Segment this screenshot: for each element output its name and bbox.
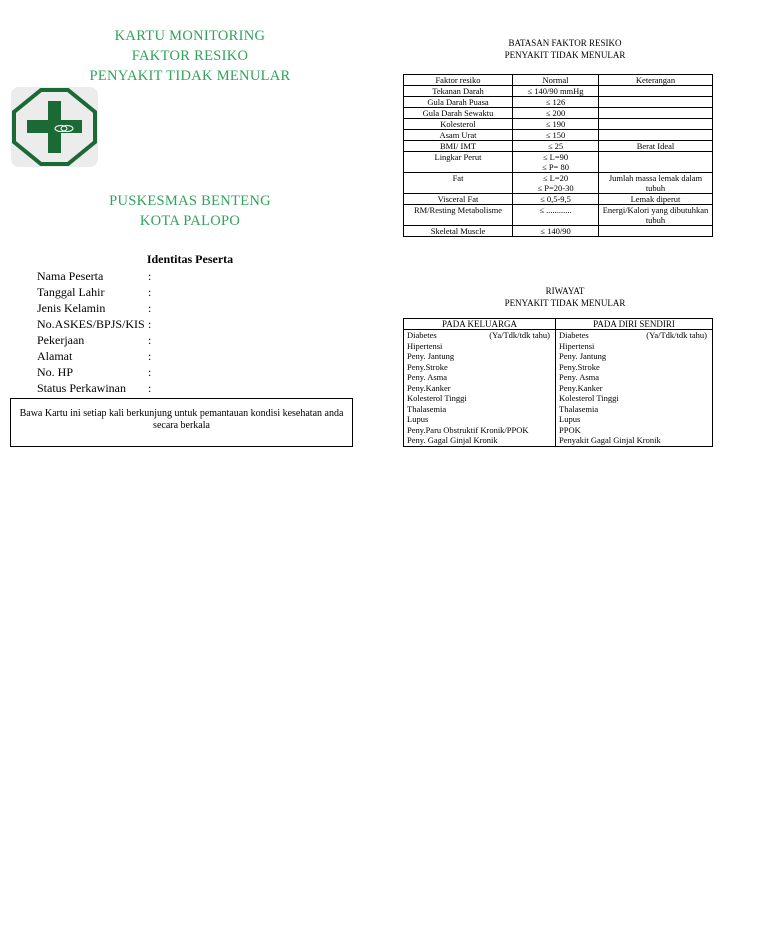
self-history-item-label: Diabetes (559, 330, 589, 340)
risk-cell-line: ≤ 190 (545, 119, 566, 129)
facility-line-1: PUSKESMAS BENTENG (109, 193, 271, 209)
history-title-line-1: RIWAYAT (545, 286, 585, 296)
field-row (37, 284, 152, 300)
risk-note-cell (599, 152, 713, 173)
risk-cell-line: Jumlah massa lemak dalam tubuh (608, 173, 703, 193)
facility-name (60, 191, 320, 231)
field-separator: : (148, 381, 152, 395)
risk-factor-cell (404, 173, 513, 194)
risk-cell-line: ≤ 126 (545, 97, 566, 107)
family-history-item (407, 351, 552, 362)
risk-cell-line: ≤ 25 (547, 141, 564, 151)
self-history-item (559, 330, 709, 341)
risk-title-line-1: BATASAN FAKTOR RESIKO (508, 38, 622, 48)
risk-normal-cell (513, 108, 599, 119)
risk-table (403, 74, 713, 237)
card-title-line-2: FAKTOR RESIKO (131, 48, 249, 64)
history-title (404, 285, 726, 309)
risk-table-title (404, 37, 726, 61)
family-history-item-label: Peny. Asma (407, 372, 448, 382)
history-table (403, 318, 713, 447)
risk-normal-cell (513, 141, 599, 152)
risk-row (404, 130, 713, 141)
field-row (37, 268, 152, 284)
risk-cell-line: ≤ ............ (539, 205, 572, 215)
risk-row (404, 152, 713, 173)
history-table-container (403, 318, 713, 447)
self-history-item-label: Peny.Kanker (559, 382, 603, 393)
history-header-self: PADA DIRI SENDIRI (556, 319, 713, 330)
risk-normal-cell (513, 173, 599, 194)
family-history-item-label: Thalasemia (407, 403, 447, 414)
self-history-item (559, 362, 709, 373)
field-row (37, 332, 152, 348)
risk-cell-line: ≤ 140/90 mmHg (527, 86, 584, 96)
family-history-item-label: Kolesterol Tinggi (407, 393, 467, 403)
risk-header-note: Keterangan (599, 75, 713, 86)
risk-cell-line: Visceral Fat (437, 194, 479, 204)
risk-cell-line: Gula Darah Puasa (427, 97, 489, 107)
risk-normal-cell (513, 152, 599, 173)
risk-row (404, 194, 713, 205)
history-header-family: PADA KELUARGA (404, 319, 556, 330)
risk-normal-cell (513, 119, 599, 130)
risk-note-cell (599, 141, 713, 152)
risk-cell-line: ≤ 200 (545, 108, 566, 118)
risk-normal-cell (513, 97, 599, 108)
family-history-item (407, 372, 552, 383)
family-history-item-label: Hipertensi (407, 340, 443, 351)
history-title-line-2: PENYAKIT TIDAK MENULAR (504, 298, 626, 308)
family-history-item-label: Diabetes (407, 330, 437, 340)
risk-normal-cell (513, 226, 599, 237)
risk-row (404, 173, 713, 194)
risk-cell-line: Asam Urat (439, 130, 477, 140)
field-separator: : (148, 365, 152, 379)
self-history-item-label: Kolesterol Tinggi (559, 393, 619, 403)
risk-note-cell (599, 226, 713, 237)
risk-cell-line: ≤ P=20-30 (537, 183, 574, 193)
risk-cell-line: Lingkar Perut (434, 152, 482, 162)
self-history-item (559, 372, 709, 383)
field-separator: : (148, 269, 152, 283)
risk-row (404, 86, 713, 97)
risk-cell-line: Tekanan Darah (432, 86, 484, 96)
risk-cell-line: ≤ 140/90 (540, 226, 571, 236)
field-row (37, 380, 152, 396)
self-history-item-label: Peny. Asma (559, 372, 600, 382)
self-history-item-label: Lupus (559, 414, 581, 424)
risk-factor-cell (404, 97, 513, 108)
risk-cell-line: BMI/ IMT (439, 141, 477, 151)
field-label: Tanggal Lahir (37, 285, 105, 299)
risk-header-factor: Faktor resiko (404, 75, 513, 86)
risk-table-container (403, 74, 713, 237)
field-label: No.ASKES/BPJS/KIS (37, 317, 145, 331)
risk-header-row (404, 75, 713, 86)
risk-factor-cell (404, 194, 513, 205)
field-label: Nama Peserta (37, 269, 104, 283)
self-history-item-label: Penyakit Gagal Ginjal Kronik (559, 435, 661, 445)
risk-note-cell (599, 205, 713, 226)
risk-normal-cell (513, 86, 599, 97)
risk-note-cell (599, 108, 713, 119)
family-history-item-label: Peny. Jantung (407, 351, 455, 361)
risk-cell-line: Kolesterol (440, 119, 476, 129)
risk-cell-line: ≤ 150 (545, 130, 566, 140)
risk-note-cell (599, 86, 713, 97)
field-row (37, 316, 152, 332)
identity-fields (37, 268, 152, 396)
risk-note-cell (599, 130, 713, 141)
field-separator: : (148, 285, 152, 299)
risk-cell-line: Skeletal Muscle (430, 226, 486, 236)
self-history-item-label: Thalasemia (559, 403, 599, 414)
field-label: No. HP (37, 365, 74, 379)
identity-title: Identitas Peserta (146, 252, 234, 266)
risk-normal-cell (513, 194, 599, 205)
risk-cell-line: ≤ 0,5-9,5 (540, 194, 571, 204)
risk-row (404, 108, 713, 119)
self-history-item-label: Hipertensi (559, 340, 595, 351)
risk-note-cell (599, 194, 713, 205)
risk-row (404, 226, 713, 237)
self-history-item (559, 351, 709, 362)
card-title-line-3: PENYAKIT TIDAK MENULAR (89, 68, 291, 84)
family-history-item-label: Peny.Stroke (407, 361, 448, 372)
family-history-item (407, 362, 552, 373)
card-title (60, 26, 320, 86)
facility-line-2: KOTA PALOPO (139, 213, 241, 229)
answer-hint: (Ya/Tdk/tdk tahu) (646, 330, 707, 340)
risk-cell-line: Lemak diperut (630, 194, 681, 204)
risk-factor-cell (404, 86, 513, 97)
field-label: Status Perkawinan (37, 381, 126, 395)
risk-cell-line: ≤ P= 80 (542, 162, 569, 172)
self-history-item (559, 341, 709, 352)
family-history-item (407, 330, 552, 341)
risk-factor-cell (404, 141, 513, 152)
answer-hint: (Ya/Tdk/tdk tahu) (489, 330, 550, 340)
risk-normal-cell (513, 130, 599, 141)
risk-note-cell (599, 173, 713, 194)
risk-row (404, 141, 713, 152)
self-history-item (559, 435, 709, 446)
risk-factor-cell (404, 108, 513, 119)
family-history-item-label: Lupus (407, 414, 429, 424)
risk-factor-cell (404, 130, 513, 141)
field-row (37, 364, 152, 380)
field-label: Pekerjaan (37, 333, 85, 347)
self-history-item (559, 404, 709, 415)
field-separator: : (148, 333, 152, 347)
risk-factor-cell (404, 119, 513, 130)
risk-row (404, 119, 713, 130)
family-history-item (407, 425, 552, 436)
field-separator: : (148, 317, 152, 331)
risk-note-cell (599, 119, 713, 130)
self-history-item (559, 383, 709, 394)
family-history-item (407, 383, 552, 394)
family-history-item (407, 414, 552, 425)
risk-factor-cell (404, 226, 513, 237)
field-row (37, 348, 152, 364)
self-history-item (559, 414, 709, 425)
visit-note: Bawa Kartu ini setiap kali berkunjung untuk pemantauan kondisi kesehatan anda secara berkala (10, 398, 353, 447)
risk-cell-line: Berat Ideal (636, 141, 675, 151)
risk-row (404, 205, 713, 226)
risk-note-cell (599, 97, 713, 108)
self-history-item-label: Peny.Stroke (559, 361, 600, 372)
self-history-item (559, 425, 709, 436)
family-history-item (407, 341, 552, 352)
risk-normal-cell (513, 205, 599, 226)
self-history-item-label: Peny. Jantung (559, 351, 607, 361)
field-row (37, 300, 152, 316)
risk-cell-line: ≤ L=90 (542, 152, 569, 162)
family-history-item (407, 393, 552, 404)
risk-cell-line: Fat (452, 173, 464, 183)
family-history-item (407, 404, 552, 415)
risk-title-line-2: PENYAKIT TIDAK MENULAR (504, 50, 626, 60)
field-separator: : (148, 301, 152, 315)
risk-row (404, 97, 713, 108)
history-body-row (404, 330, 713, 447)
self-history-item (559, 393, 709, 404)
risk-cell-line: RM/Resting Metabolisme (413, 205, 503, 215)
field-label: Alamat (37, 349, 73, 363)
health-cross-icon (11, 87, 98, 167)
family-history-item-label: Peny. Gagal Ginjal Kronik (407, 435, 498, 445)
field-label: Jenis Kelamin (37, 301, 106, 315)
health-logo (11, 87, 98, 167)
card-title-line-1: KARTU MONITORING (114, 28, 266, 44)
history-header-row (404, 319, 713, 330)
family-history-item-label: Peny.Kanker (407, 382, 451, 393)
risk-factor-cell (404, 205, 513, 226)
risk-cell-line: Energi/Kalori yang dibutuhkan tubuh (602, 205, 709, 225)
family-history-item (407, 435, 552, 446)
family-history-item-label: Peny.Paru Obstruktif Kronik/PPOK (407, 424, 529, 435)
risk-factor-cell (404, 152, 513, 173)
risk-cell-line: Gula Darah Sewaktu (422, 108, 494, 118)
risk-cell-line: ≤ L=20 (542, 173, 569, 183)
risk-header-normal: Normal (513, 75, 599, 86)
self-history-item-label: PPOK (559, 424, 581, 435)
field-separator: : (148, 349, 152, 363)
history-self-list (556, 330, 713, 447)
history-family-list (404, 330, 556, 447)
